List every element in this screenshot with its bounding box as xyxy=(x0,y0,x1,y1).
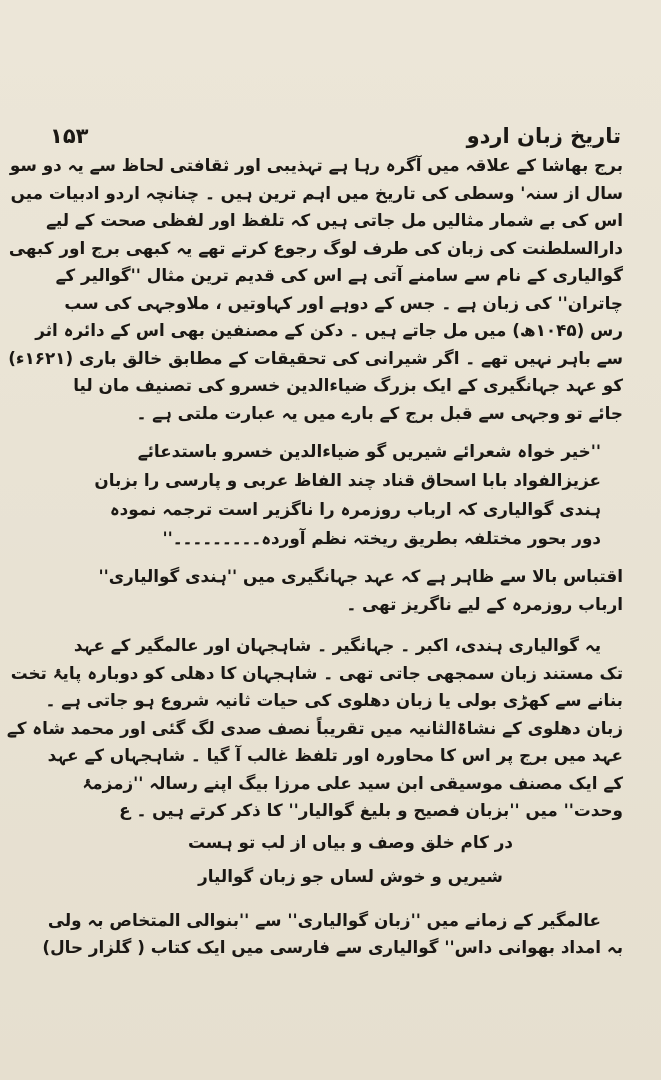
text-line: عہد میں برج پر اس کا محاورہ اور تلفظ غالب آ گیا ۔ شاہجہاں کے عہد xyxy=(47,745,623,765)
quote-line: ہندی گوالیاری کہ ارباب روزمرہ را ناگزیر است ترجمہ نمودہ xyxy=(109,499,601,519)
text-line: کے ایک مصنف موسیقی ابن سید علی مرزا بیگ اپنے رسالہ ''زمزمۂ xyxy=(82,772,623,793)
page-body xyxy=(6,152,623,962)
paragraph-1 xyxy=(8,152,623,427)
text-line: یہ گوالیاری ہندی، اکبر ۔ جہانگیر ۔ شاہجہان اور عالمگیر کے عہد xyxy=(73,635,601,655)
paragraph-2 xyxy=(38,563,623,618)
quote-line: ''خیر خواہ شعرائے شیریں گو ضیاءالدین خسرو باستدعائے xyxy=(137,441,601,461)
text-line: اس کی بے شمار مثالیں مل جاتی ہیں کہ تلفظ اور لفظی صحت کے لیے xyxy=(46,210,623,230)
verse-couplet xyxy=(38,825,623,893)
text-line: کو عہد جہانگیری کے ایک بزرگ ضیاءالدین خسرو کی تصنیف مان لیا xyxy=(73,375,623,395)
verse-line: در کام خلق وصف و بیاں از لب تو ہست xyxy=(187,831,514,852)
text-line: سال از سنہ' وسطی کی تاریخ میں اہم ترین ہیں ۔ چنانچہ اردو ادبیات میں xyxy=(10,182,623,203)
text-line: رس (۱۰۴۵ھ) میں مل جاتے ہیں ۔ دکن کے مصنفین بھی اس کے دائرہ اثر xyxy=(35,320,623,340)
text-line: چاتران'' کی زبان ہے ۔ جس کے دوہے اور کہاوتیں ، ملاوجہی کی سب xyxy=(64,292,623,313)
text-line: گوالیاری کے نام سے سامنے آتی ہے اس کی قدیم ترین مثال ''گوالیر کے xyxy=(55,265,623,285)
text-line: دارالسلطنت کی زبان کی طرف لوگ رجوع کرتے تھے یہ کبھی برج اور کبھی xyxy=(8,237,623,258)
text-line: سے باہر نہیں تھے ۔ اگر شیرانی کی تحقیقات کے مطابق خالق باری (۱۶۲۱ء) xyxy=(8,347,623,368)
page-header xyxy=(50,114,621,148)
text-line: جائے تو وجہی سے قبل برج کے بارے میں یہ عبارت ملتی ہے ۔ xyxy=(136,402,623,423)
verse-line: شیریں و خوش لساں جو زبان گوالیار xyxy=(198,865,503,886)
paragraph-4 xyxy=(38,907,623,962)
persian-quotation xyxy=(38,437,623,553)
text-line: عالمگیر کے زمانے میں ''زبان گوالیاری'' سے ''بنوالی المتخاص بہ ولی xyxy=(47,909,601,930)
text-line: وحدت'' میں ''بزبان فصیح و بلیغ گوالیار'' کا ذکر کرتے ہیں ۔ ع xyxy=(119,800,623,820)
text-line: اقتباس بالا سے ظاہر ہے کہ عہد جہانگیری میں ''ہندی گوالیاری'' xyxy=(98,566,623,586)
text-line: بنانے سے کھڑی بولی یا زبان دھلوی کی حیات ثانیہ شروع ہو جاتی ہے ۔ xyxy=(45,690,623,710)
quote-line: دور بحور مختلفہ بطریق ریختہ نظم آوردہ۔۔۔۔۔۔۔۔۔'' xyxy=(162,528,601,548)
text-line: زبان دھلوی کے نشاۃالثانیہ میں تقریباً نصف صدی لگ گئی اور محمد شاہ کے xyxy=(6,717,623,738)
text-line: ارباب روزمرہ کے لیے ناگریز تھی ۔ xyxy=(346,593,623,614)
text-line: تک مستند زبان سمجھی جاتی تھی ۔ شاہجہان کا دھلی کو دوبارہ پایۂ تخت xyxy=(10,662,623,683)
paragraph-3 xyxy=(6,632,623,825)
text-line: برج بھاشا کے علاقہ میں آگرہ رہا ہے تہذیبی اور ثقافتی لحاظ سے یہ دو سو xyxy=(9,155,623,175)
running-title: تاریخ زبان اردو xyxy=(466,124,621,148)
page-number: ۱۵۳ xyxy=(50,124,89,148)
text-line: بہ امداد بھوانی داس'' گوالیاری سے فارسی میں ایک کتاب ( گلزار حال) xyxy=(42,937,623,957)
quote-line: عزیزالفواد بابا اسحاق قناد چند الفاظ عربی و پارسی را بزبان xyxy=(94,470,601,490)
